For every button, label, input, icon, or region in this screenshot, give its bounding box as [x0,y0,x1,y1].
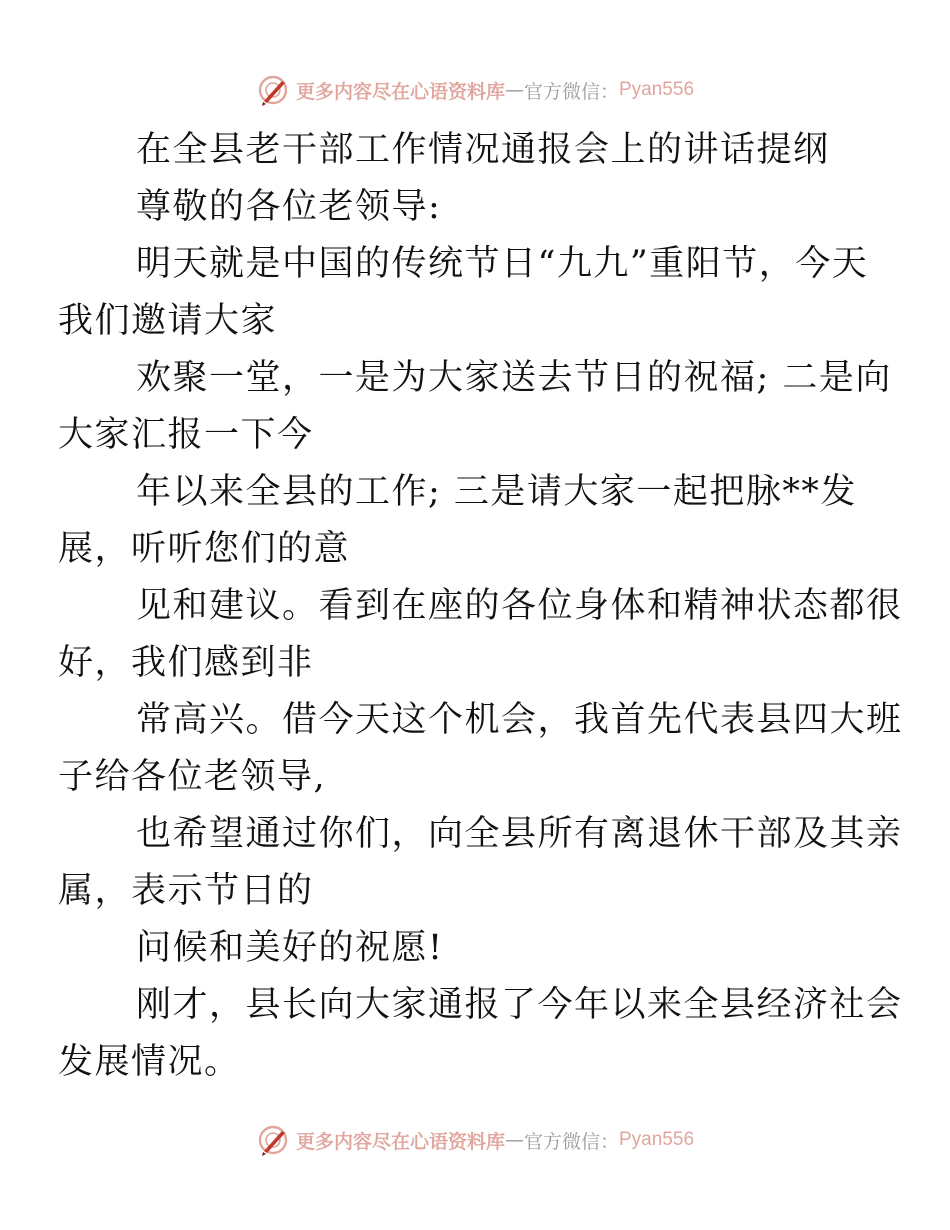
paragraph-line: 展，听听您们的意 [58,529,351,569]
paragraph [58,692,903,806]
watermark-id: Pyan556 [619,79,695,100]
paragraph-line: 尊敬的各位老领导: [136,187,442,227]
paragraph [58,350,892,464]
paragraph-line: 见和建议。看到在座的各位身体和精神状态都很 [136,586,903,626]
brush-logo-icon [256,1123,290,1157]
paragraph [58,806,903,920]
paragraph [58,464,857,578]
footer-watermark [0,1120,950,1160]
watermark-label: 官方微信： [523,80,619,103]
document-body [58,122,903,1091]
paragraph [58,578,903,692]
paragraph-line: 问候和美好的祝愿! [136,928,444,968]
paragraph-line: 发展情况。 [58,1042,241,1082]
document-title [97,122,857,179]
paragraph-line: 我们邀请大家 [58,301,278,341]
watermark-site-text: 更多内容尽在心语资料库 [295,1130,505,1153]
paragraph [58,236,869,350]
salutation [97,179,857,236]
paragraph-line: 欢聚一堂，一是为大家送去节日的祝福; 二是向 [136,358,892,398]
brush-logo-icon [256,73,290,107]
paragraph-line: 也希望通过你们，向全县所有离退休干部及其亲 [136,814,903,854]
header-watermark [0,70,950,110]
paragraph-line: 在全县老干部工作情况通报会上的讲话提纲 [136,130,830,170]
paragraph-line: 常高兴。借今天这个机会，我首先代表县四大班 [136,700,903,740]
paragraph [58,977,903,1091]
watermark-separator: — [504,79,524,101]
paragraph [97,920,857,977]
paragraph-line: 子给各位老领导, [58,757,327,797]
paragraph-line: 明天就是中国的传统节日“九九”重阳节，今天 [136,244,869,284]
paragraph-line: 刚才，县长向大家通报了今年以来全县经济社会 [136,985,903,1025]
paragraph-line: 好，我们感到非 [58,643,314,683]
watermark-label: 官方微信： [523,1130,619,1153]
paragraph-line: 属，表示节日的 [58,871,314,911]
paragraph-line: 大家汇报一下今 [58,415,314,455]
watermark-id: Pyan556 [619,1129,695,1150]
paragraph-line: 年以来全县的工作; 三是请大家一起把脉**发 [136,472,857,512]
watermark-site-text: 更多内容尽在心语资料库 [295,80,505,103]
watermark-separator: — [504,1129,524,1151]
